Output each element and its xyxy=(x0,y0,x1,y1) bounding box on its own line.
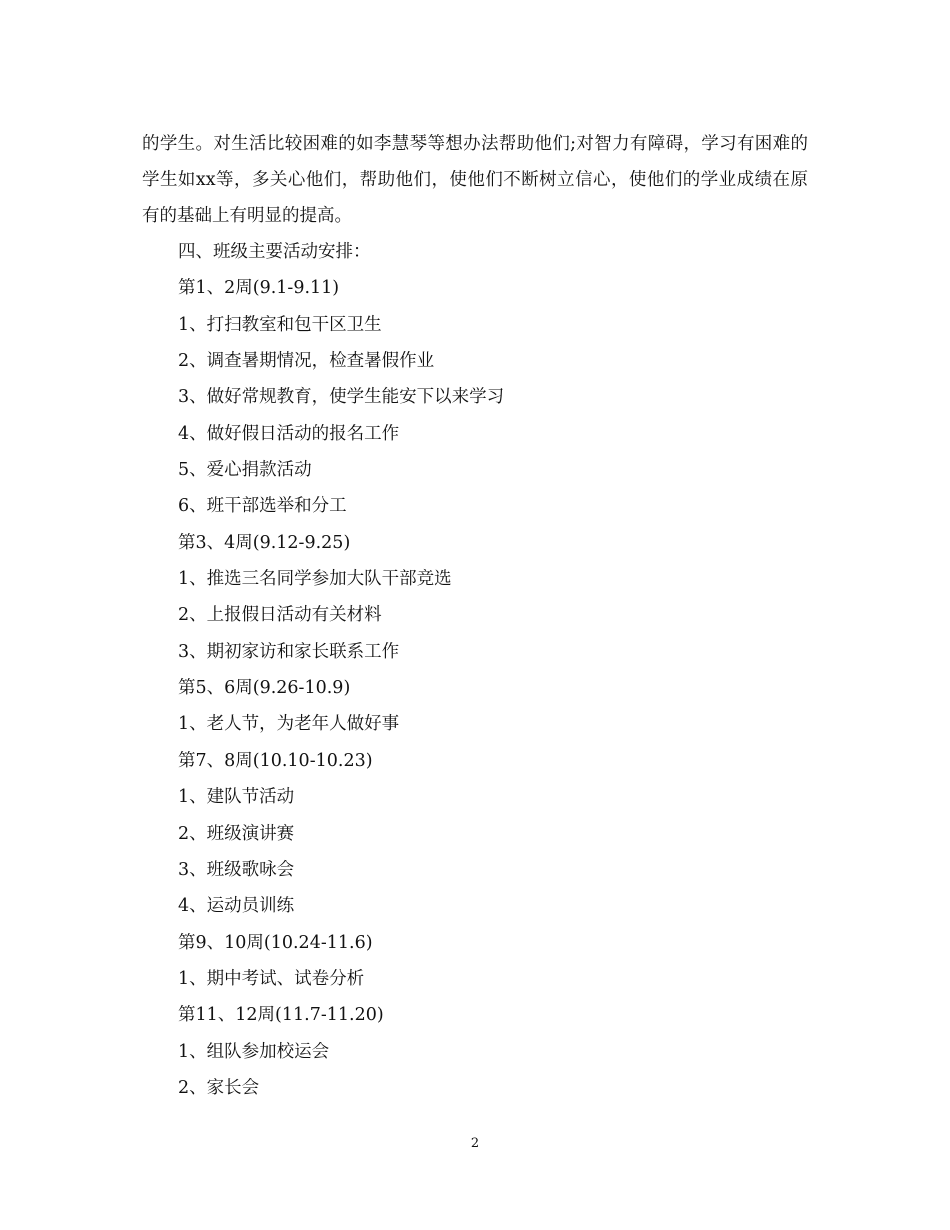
activity-list xyxy=(178,234,504,1106)
text-line: 2、调查暑期情况，检查暑假作业 xyxy=(178,351,435,372)
text-line: 6、班干部选举和分工 xyxy=(178,496,347,517)
text-line: 3、期初家访和家长联系工作 xyxy=(178,641,400,662)
page-number: 2 xyxy=(470,1136,480,1151)
text-line: 5、爱心捐款活动 xyxy=(178,460,312,481)
text-line: 4、运动员训练 xyxy=(178,896,295,917)
text-line: 1、建队节活动 xyxy=(178,787,295,808)
text-line: 第3、4周(9.12-9.25) xyxy=(178,532,351,553)
text-line: 第5、6周(9.26-10.9) xyxy=(178,678,351,699)
text-line: 第1、2周(9.1-9.11) xyxy=(178,278,340,299)
text-line: 第11、12周(11.7-11.20) xyxy=(178,1005,384,1026)
text-line: 第9、10周(10.24-11.6) xyxy=(178,932,373,953)
text-line: 1、期中考试、试卷分析 xyxy=(178,968,365,989)
text-line: 3、做好常规教育，使学生能安下以来学习 xyxy=(178,387,505,408)
text-line: 4、做好假日活动的报名工作 xyxy=(178,423,400,444)
text-line: 1、打扫教室和包干区卫生 xyxy=(178,314,382,335)
text-line: 1、推选三名同学参加大队干部竞选 xyxy=(178,569,452,590)
text-line: 四、班级主要活动安排： xyxy=(178,242,371,262)
text-line: 2、上报假日活动有关材料 xyxy=(178,605,382,626)
text-line: 1、老人节，为老年人做好事 xyxy=(178,714,400,735)
text-line: 3、班级歌咏会 xyxy=(178,859,295,880)
text-line: 第7、8周(10.10-10.23) xyxy=(178,750,373,771)
text-line: 2、班级演讲赛 xyxy=(178,823,295,844)
text-line: 1、组队参加校运会 xyxy=(178,1041,330,1062)
body-paragraph: 的学生。对生活比较困难的如李慧琴等想办法帮助他们;对智力有障碍，学习有困难的学生如xx等，多关心他们，帮助他们，使他们不断树立信心，使他们的学业成绩在原有的基础上有明显的提高。 xyxy=(142,134,808,226)
text-line: 2、家长会 xyxy=(178,1077,260,1098)
